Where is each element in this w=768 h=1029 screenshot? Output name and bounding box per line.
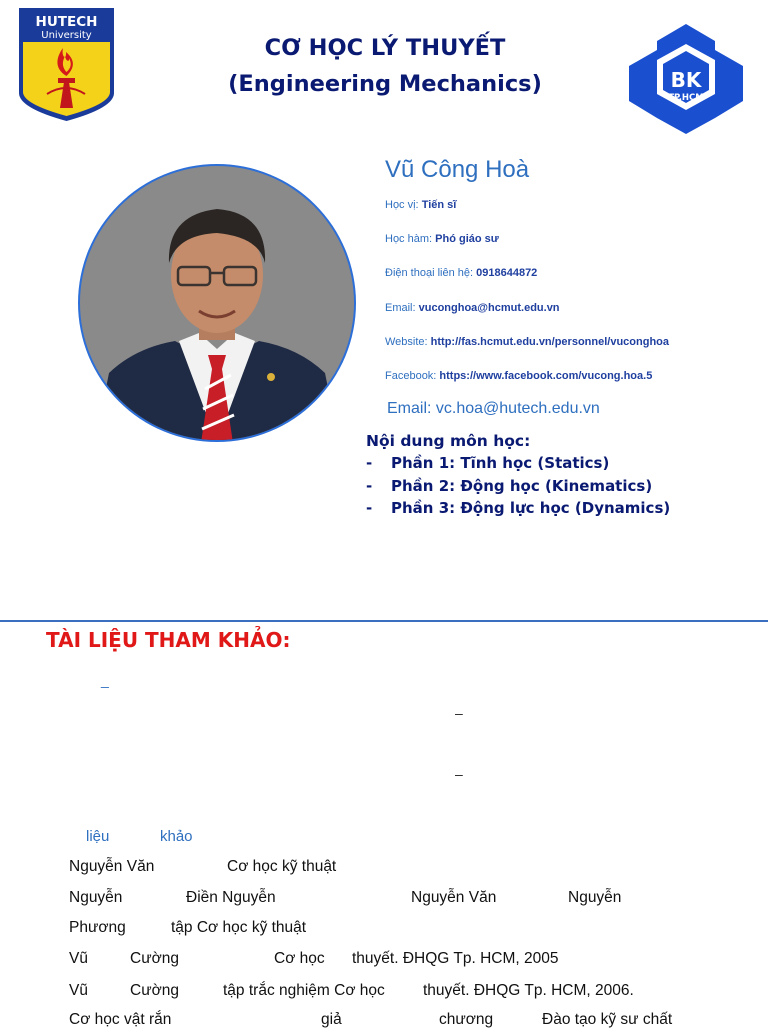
- ref-fragment: Cơ học: [274, 950, 325, 967]
- ref-fragment: Nguyễn Văn: [411, 889, 497, 906]
- svg-text:TP.HCM: TP.HCM: [668, 93, 704, 103]
- portrait-photo: [75, 163, 359, 443]
- facebook-link[interactable]: https://www.facebook.com/vucong.hoa.5: [439, 370, 653, 382]
- ref-fragment: Nguyễn Văn: [69, 858, 155, 875]
- info-value: Tiến sĩ: [421, 199, 457, 211]
- info-label: Điện thoại liên hệ:: [385, 267, 477, 279]
- title-line-1: CƠ HỌC LÝ THUYẾT: [264, 35, 506, 61]
- svg-text:BK: BK: [670, 68, 702, 92]
- website-link[interactable]: http://fas.hcmut.edu.vn/personnel/vuconghoa: [430, 336, 670, 348]
- ref-fragment: Cơ học kỹ thuật: [227, 858, 337, 875]
- ref-fragment: Nguyễn: [568, 889, 622, 906]
- course-part-3: [366, 499, 670, 517]
- page-title: [140, 30, 630, 102]
- ref-fragment: thuyết. ĐHQG Tp. HCM, 2005: [352, 950, 559, 967]
- ref-fragment: chương: [439, 1011, 494, 1028]
- info-facebook: [385, 370, 652, 382]
- ref-label-1: liệu: [86, 828, 110, 845]
- info-label: Học vị:: [385, 199, 422, 211]
- info-email: [385, 302, 560, 314]
- bullet-dash: -: [366, 477, 373, 495]
- info-phone: [385, 267, 537, 279]
- ref-fragment: Cơ học vật rắn: [69, 1011, 172, 1028]
- ref-fragment: Vũ: [69, 982, 88, 999]
- course-part-1: [366, 454, 609, 472]
- course-part-text: Phần 1: Tĩnh học (Statics): [391, 454, 610, 472]
- stray-dash: –: [455, 705, 463, 721]
- references-heading: TÀI LIỆU THAM KHẢO:: [46, 628, 291, 652]
- info-website: [385, 336, 669, 348]
- bullet-dash: -: [366, 499, 373, 517]
- course-part-2: [366, 477, 652, 495]
- ref-fragment: Cường: [130, 950, 179, 967]
- lecturer-name: Vũ Công Hoà: [385, 156, 530, 183]
- bk-logo: [627, 24, 745, 138]
- ref-fragment: tập trắc nghiệm Cơ học: [223, 982, 385, 999]
- section-divider: [0, 620, 768, 622]
- hutech-logo: [17, 8, 116, 121]
- info-label: Học hàm:: [385, 233, 436, 245]
- info-value: Phó giáo sư: [435, 233, 499, 245]
- ref-fragment: Cường: [130, 982, 179, 999]
- stray-underscore: _: [101, 672, 109, 688]
- info-label: Email:: [385, 302, 419, 314]
- ref-fragment: Phương: [69, 919, 126, 936]
- email-hutech[interactable]: Email: vc.hoa@hutech.edu.vn: [387, 400, 600, 417]
- ref-fragment: Vũ: [69, 950, 88, 967]
- info-label: Facebook:: [385, 370, 440, 382]
- info-value: 0918644872: [476, 267, 538, 279]
- course-part-text: Phần 2: Động học (Kinematics): [391, 477, 653, 495]
- ref-fragment: Đào tạo kỹ sư chất: [542, 1011, 673, 1028]
- course-content-heading: Nội dung môn học:: [366, 432, 531, 450]
- info-degree: [385, 199, 456, 211]
- bullet-dash: -: [366, 454, 373, 472]
- ref-fragment: thuyết. ĐHQG Tp. HCM, 2006.: [423, 982, 634, 999]
- svg-text:University: University: [41, 30, 92, 41]
- info-label: Website:: [385, 336, 431, 348]
- ref-fragment: Nguyễn: [69, 889, 123, 906]
- svg-text:HUTECH: HUTECH: [35, 14, 98, 30]
- ref-fragment: giả: [321, 1011, 342, 1028]
- ref-fragment: Điền Nguyễn: [186, 889, 276, 906]
- title-line-2: (Engineering Mechanics): [228, 71, 542, 97]
- ref-fragment: tập Cơ học kỹ thuật: [171, 919, 307, 936]
- course-part-text: Phần 3: Động lực học (Dynamics): [391, 499, 671, 517]
- email-link[interactable]: vuconghoa@hcmut.edu.vn: [418, 302, 560, 314]
- stray-dash: –: [455, 766, 463, 782]
- ref-label-2: khảo: [160, 828, 193, 845]
- info-title: [385, 233, 499, 245]
